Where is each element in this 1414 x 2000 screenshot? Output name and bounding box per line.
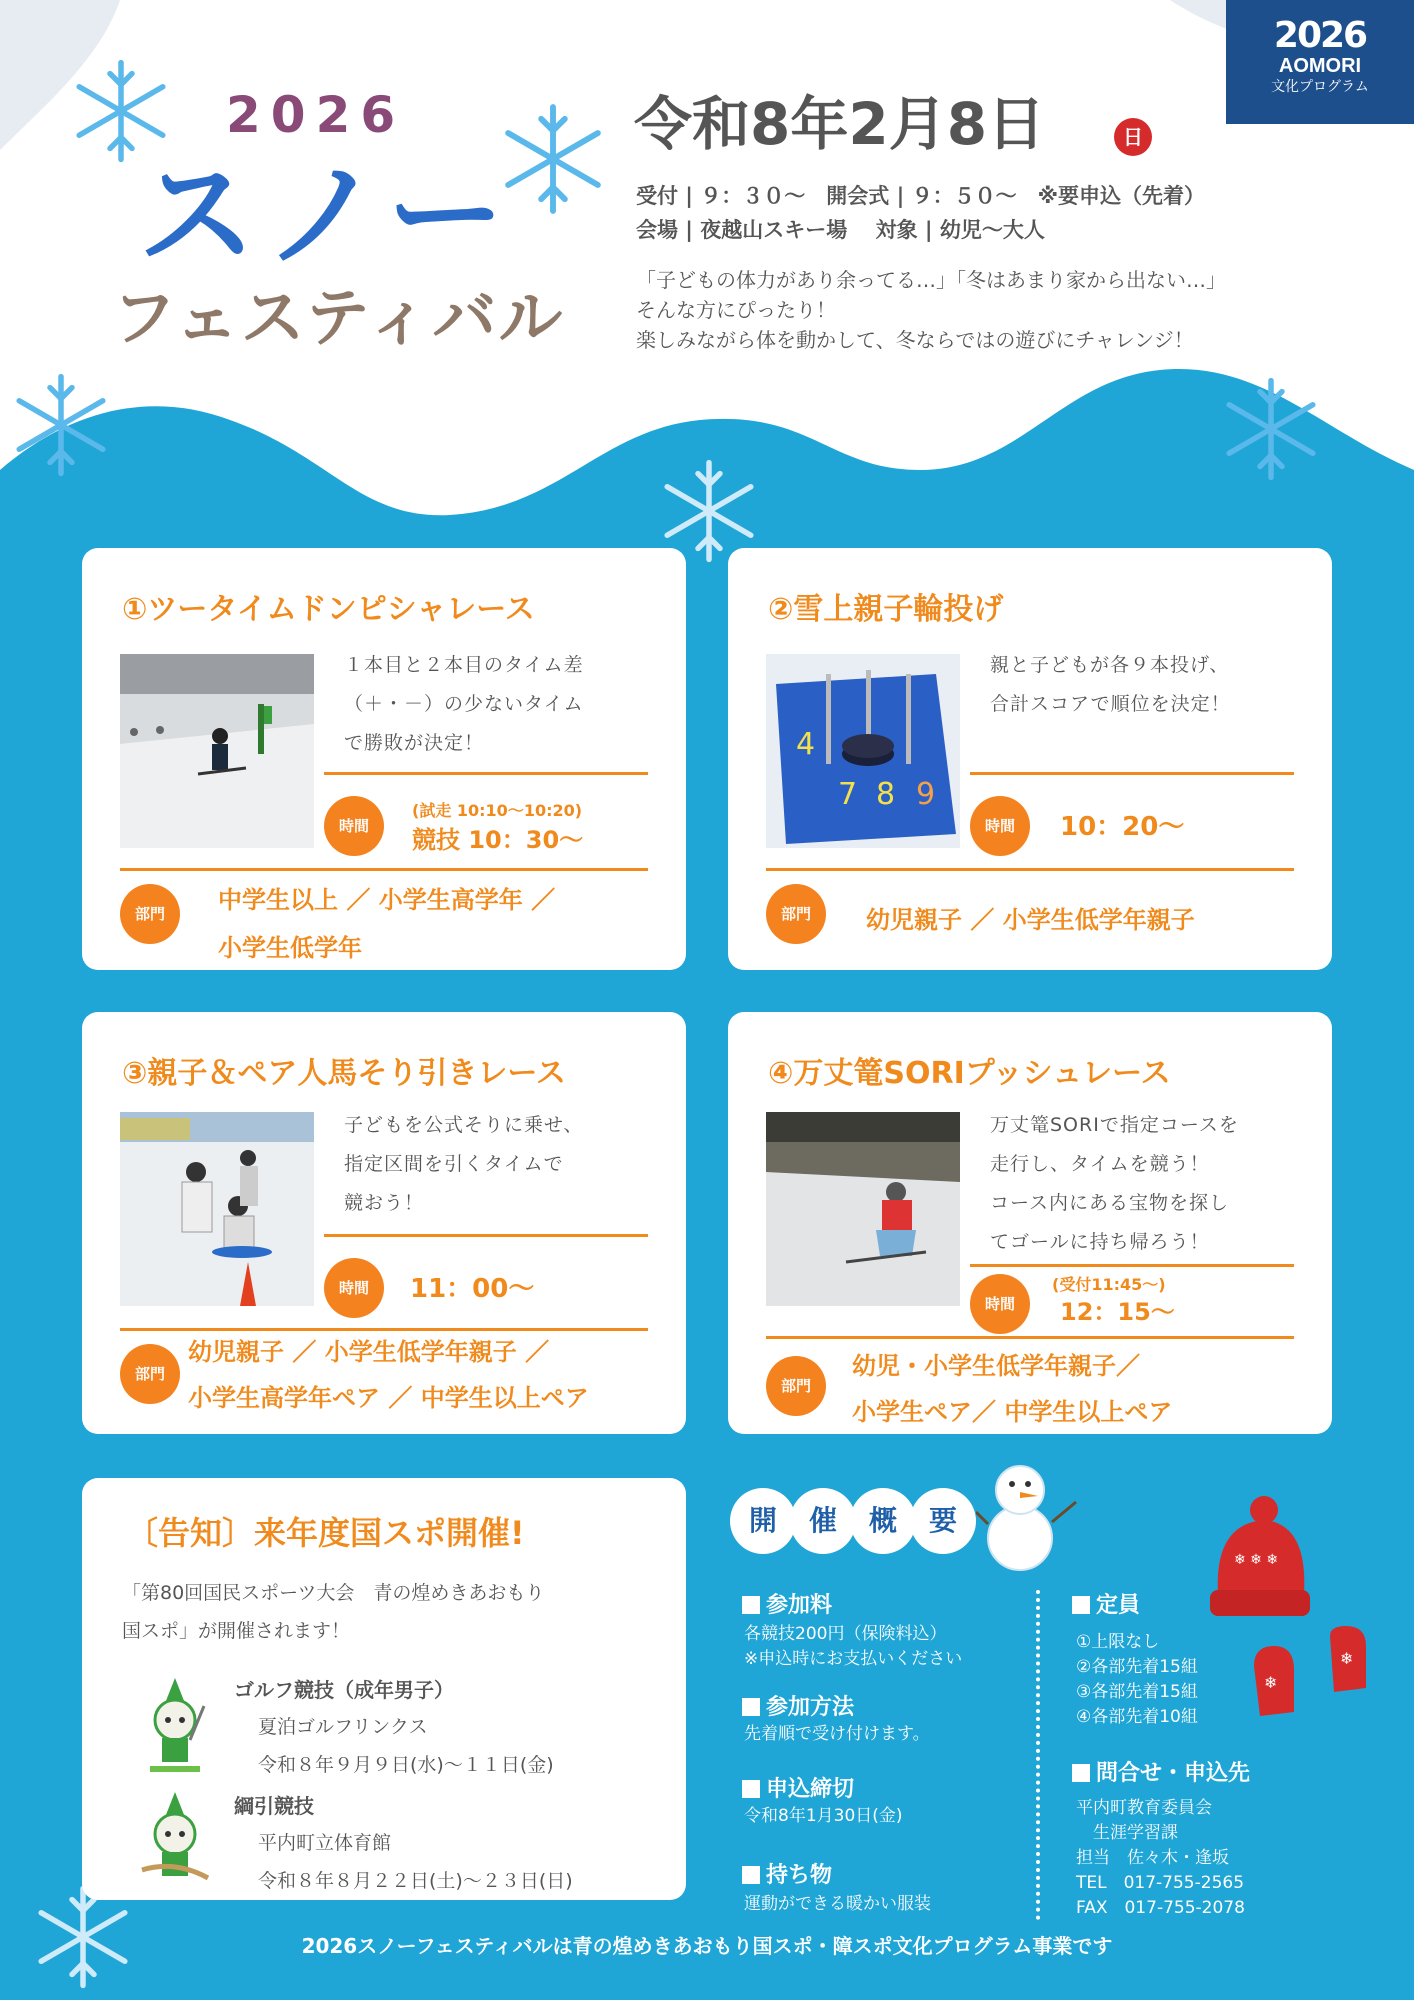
items-text: 運動ができる暖かい服装 [744, 1894, 931, 1914]
ring-toss-photo [766, 654, 960, 848]
svg-text:4: 4 [796, 727, 816, 762]
notice-title: 〔告知〕来年度国スポ開催! [126, 1514, 525, 1552]
ski-race-photo [120, 654, 314, 848]
card-desc: で勝敗が決定！ [344, 732, 485, 754]
summary-divider [1036, 1590, 1040, 1920]
title-year: 2026 [226, 86, 406, 144]
card-desc: てゴールに持ち帰ろう！ [990, 1231, 1210, 1253]
time-note: (試走 10:10～10:20) [412, 801, 583, 820]
summary-heading [730, 1488, 976, 1554]
deadline-heading: 申込締切 [742, 1772, 854, 1803]
event-time: 競技 10：30～ [412, 826, 584, 854]
divider [120, 1328, 648, 1331]
divider [766, 1336, 1294, 1339]
capacity-item: ④各部先着10組 [1076, 1707, 1198, 1727]
divider [324, 1234, 648, 1237]
card-desc: 競おう！ [344, 1192, 425, 1214]
divider [120, 868, 648, 871]
summary-heading-char: 要 [910, 1488, 976, 1554]
snowflake-icon [1216, 374, 1326, 484]
mascot-golf-icon [140, 1676, 210, 1776]
golf-date: 令和８年９月９日(水)～１１日(金) [258, 1754, 554, 1776]
card-desc: 合計スコアで順位を決定！ [990, 693, 1231, 715]
time-badge: 時間 [324, 796, 384, 856]
capacity-item: ②各部先着15組 [1076, 1657, 1198, 1677]
logo-year: 2026 [1273, 15, 1367, 56]
svg-text:8: 8 [876, 777, 896, 812]
golf-event-name: ゴルフ競技（成年男子） [234, 1678, 454, 1702]
event-date: 令和8年2月8日 [634, 90, 1046, 158]
event-time: 10：20～ [1060, 812, 1185, 842]
card-title: ④万丈篭SORIプッシュレース [768, 1056, 1171, 1091]
event-day-badge: 日 [1114, 118, 1152, 156]
card-desc: 指定区間を引くタイムで [344, 1153, 564, 1175]
sori-push-photo [766, 1112, 960, 1306]
svg-text:❄ ❄ ❄: ❄ ❄ ❄ [1234, 1552, 1279, 1568]
contact-tel: TEL 017-755-2565 [1076, 1873, 1245, 1893]
mascot-tug-icon [140, 1790, 210, 1890]
notice-text: 国スポ」が開催されます！ [122, 1620, 351, 1642]
footer-note: 2026スノーフェスティバルは青の煌めきあおもり国スポ・障スポ文化プログラム事業です [301, 1934, 1113, 1958]
notice-card [82, 1478, 686, 1900]
venue-info: 会場 | 夜越山スキー場 対象 | 幼児～大人 [636, 218, 1045, 242]
method-heading: 参加方法 [742, 1690, 854, 1721]
svg-text:❄: ❄ [1264, 1673, 1278, 1692]
dept-badge: 部門 [766, 1356, 826, 1416]
fee-heading: 参加料 [742, 1588, 832, 1619]
notice-text: 「第80回国民スポーツ大会 青の煌めきあおもり [122, 1582, 545, 1604]
capacity-item: ③各部先着15組 [1076, 1682, 1198, 1702]
card-title: ②雪上親子輪投げ [768, 592, 1004, 627]
title-sub: フェスティバル [112, 282, 565, 356]
divider [324, 772, 648, 775]
dept-text: 小学生ペア／ 中学生以上ペア [852, 1398, 1173, 1426]
intro-line: 「子どもの体力があり余ってる…」「冬はあまり家から出ない…」 [636, 268, 1226, 292]
dept-text: 小学生低学年 [218, 934, 362, 962]
card-desc: （＋・－）の少ないタイム [344, 693, 584, 715]
time-info: 受付 | ９：３０～ 開会式 | ９：５０～ ※要申込（先着） [636, 184, 1205, 208]
dept-badge: 部門 [120, 1344, 180, 1404]
card-desc: 万丈篭SORIで指定コースを [990, 1114, 1239, 1136]
contact-line: 生涯学習課 [1076, 1823, 1178, 1843]
time-badge: 時間 [324, 1258, 384, 1318]
sled-race-photo [120, 1112, 314, 1306]
time-note: (受付11:45～) [1052, 1275, 1166, 1294]
svg-text:9: 9 [916, 777, 936, 812]
event-card-4 [728, 1012, 1332, 1434]
fee-text: 各競技200円（保険料込） [744, 1624, 947, 1644]
card-desc: 走行し、タイムを競う！ [990, 1153, 1210, 1175]
event-card-3 [82, 1012, 686, 1434]
summary-heading-char: 概 [850, 1488, 916, 1554]
fee-note: ※申込時にお支払いください [744, 1649, 963, 1669]
items-heading: 持ち物 [742, 1858, 832, 1889]
event-card-1 [82, 548, 686, 970]
divider [970, 772, 1294, 775]
snowman-icon [976, 1452, 1086, 1572]
summary-heading-char: 催 [790, 1488, 856, 1554]
dept-text: 幼児親子 ／ 小学生低学年親子 [866, 906, 1195, 934]
card-title: ③親子＆ペア人馬そり引きレース [122, 1056, 566, 1091]
card-desc: コース内にある宝物を探し [990, 1192, 1230, 1214]
card-title: ①ツータイムドンピシャレース [122, 592, 535, 627]
method-text: 先着順で受け付けます。 [744, 1724, 930, 1744]
tug-event-name: 綱引競技 [234, 1794, 314, 1818]
deadline-text: 令和8年1月30日(金) [744, 1806, 903, 1826]
golf-venue: 夏泊ゴルフリンクス [258, 1716, 428, 1738]
aomori-culture-logo [1226, 0, 1414, 124]
divider [970, 1264, 1294, 1267]
time-badge: 時間 [970, 1274, 1030, 1334]
card-desc: １本目と２本目のタイム差 [344, 654, 584, 676]
divider [766, 868, 1294, 871]
svg-text:7: 7 [838, 777, 858, 812]
capacity-heading: 定員 [1072, 1588, 1140, 1619]
dept-text: 小学生高学年ペア ／ 中学生以上ペア [188, 1384, 589, 1412]
intro-line: そんな方にぴったり！ [636, 298, 836, 322]
winter-hat-icon [1204, 1494, 1314, 1624]
card-desc: 子どもを公式そりに乗せ、 [344, 1114, 584, 1136]
logo-name: AOMORI [1278, 55, 1362, 77]
mittens-icon [1234, 1626, 1384, 1746]
event-time: 12：15～ [1060, 1298, 1175, 1326]
tug-date: 令和８年８月２２日(土)～２３日(日) [258, 1870, 573, 1892]
title-main: スノー [138, 146, 513, 284]
contact-line: 担当 佐々木・逢坂 [1076, 1848, 1229, 1868]
dept-text: 幼児親子 ／ 小学生低学年親子 ／ [188, 1338, 550, 1366]
contact-fax: FAX 017-755-2078 [1076, 1898, 1245, 1918]
summary-heading-char: 開 [730, 1488, 796, 1554]
svg-text:❄: ❄ [1340, 1649, 1354, 1668]
event-time: 11：00～ [410, 1274, 535, 1304]
card-desc: 親と子どもが各９本投げ、 [990, 654, 1230, 676]
contact-heading: 問合せ・申込先 [1072, 1756, 1250, 1787]
time-badge: 時間 [970, 796, 1030, 856]
contact-line: 平内町教育委員会 [1076, 1798, 1212, 1818]
dept-badge: 部門 [120, 884, 180, 944]
snowflake-icon [6, 370, 116, 480]
event-card-2 [728, 548, 1332, 970]
capacity-item: ①上限なし [1076, 1632, 1160, 1652]
intro-line: 楽しみながら体を動かして、冬ならではの遊びにチャレンジ！ [636, 328, 1194, 352]
dept-badge: 部門 [766, 884, 826, 944]
logo-sub: 文化プログラム [1271, 79, 1369, 95]
dept-text: 中学生以上 ／ 小学生高学年 ／ [218, 886, 556, 914]
dept-text: 幼児・小学生低学年親子／ [852, 1352, 1140, 1380]
tug-venue: 平内町立体育館 [258, 1832, 392, 1854]
